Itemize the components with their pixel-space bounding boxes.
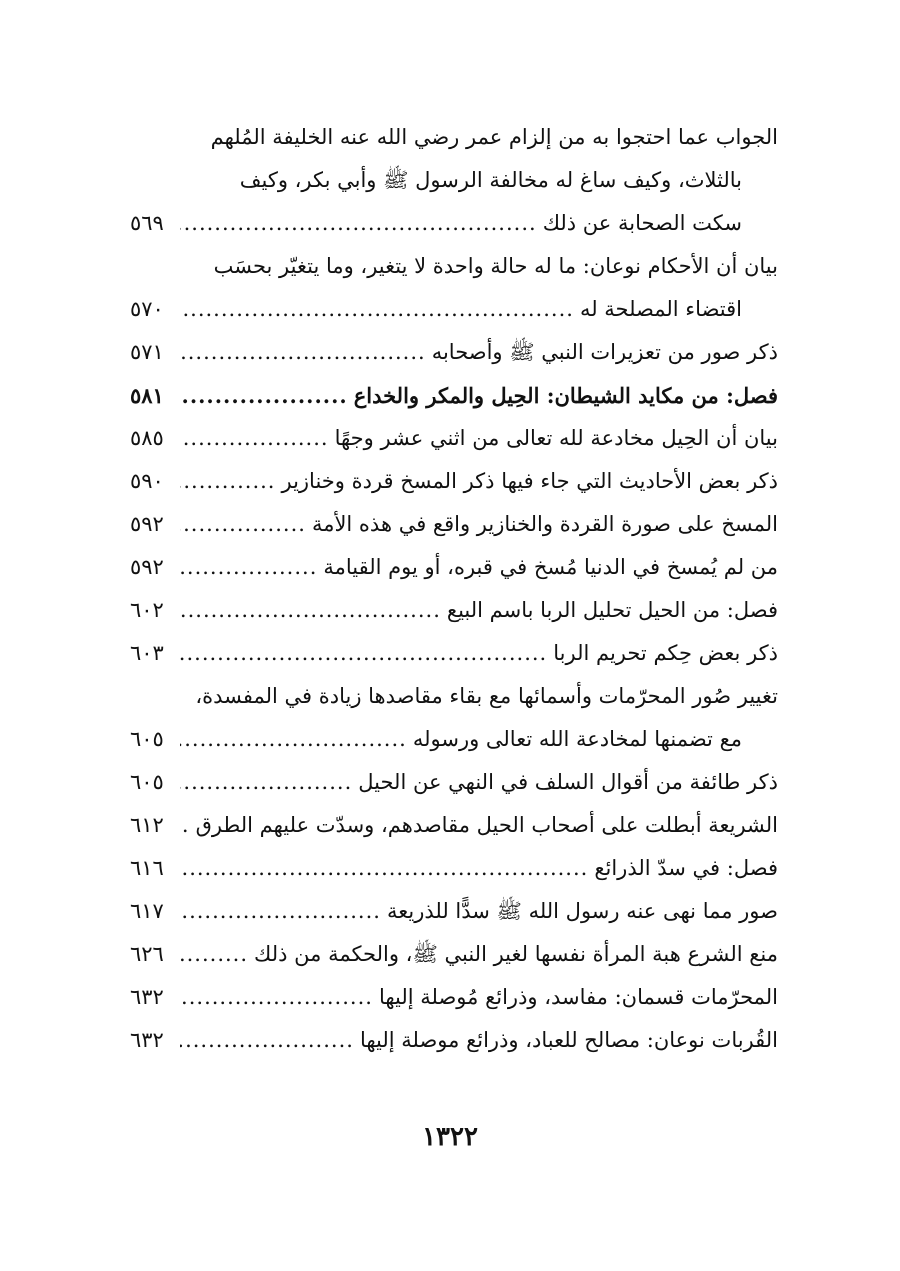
dot-leader — [180, 847, 588, 890]
toc-entry-line — [130, 417, 778, 460]
toc-entry — [130, 503, 778, 546]
toc-entry — [130, 847, 778, 890]
toc-entry — [130, 460, 778, 503]
toc-entry-text: ذكر طائفة من أقوال السلف في النهي عن الحيل — [358, 770, 778, 794]
toc-entry — [130, 804, 778, 847]
toc-page-number: ٥٧١ — [130, 340, 164, 364]
dot-leader — [180, 460, 275, 503]
dot-leader — [180, 546, 317, 589]
toc-page-number: ٥٧٠ — [130, 297, 164, 321]
toc-entry — [130, 331, 778, 374]
toc-entry-text: تغيير صُور المحرّمات وأسمائها مع بقاء مقاصدها زيادة في المفسدة، — [195, 684, 778, 708]
toc-entry-line — [130, 1019, 778, 1062]
toc-entry-text: المسخ على صورة القردة والخنازير واقع في هذه الأمة — [311, 512, 778, 536]
toc-entry-line — [130, 546, 778, 589]
toc-page-number: ٦٠٣ — [130, 641, 164, 665]
toc-entry-text: ذكر بعض الأحاديث التي جاء فيها ذكر المسخ قردة وخنازير — [281, 469, 778, 493]
toc-page-number: ٥٨١ — [130, 383, 164, 408]
toc-entry-text: بيان أن الحِيل مخادعة لله تعالى من اثني عشر وجهًا — [334, 426, 778, 450]
dot-leader — [180, 417, 329, 460]
toc-entry — [130, 245, 778, 331]
toc-entry-line — [130, 933, 778, 976]
toc-entry-line — [130, 503, 778, 546]
toc-entry-line — [130, 159, 778, 202]
toc-page-number: ٦٣٢ — [130, 985, 164, 1009]
dot-leader — [180, 632, 547, 675]
dot-leader — [180, 761, 352, 804]
toc-page-number: ٦١٦ — [130, 856, 164, 880]
toc-entry-text: سكت الصحابة عن ذلك — [542, 211, 742, 235]
toc-entry — [130, 116, 778, 245]
toc-page-number: ٦٣٢ — [130, 1028, 164, 1052]
toc-entry-text: فصل: من الحيل تحليل الربا باسم البيع — [446, 598, 778, 622]
dot-leader — [180, 589, 441, 632]
table-of-contents — [130, 116, 778, 1062]
toc-entry-line — [130, 890, 778, 933]
toc-entry-line — [130, 331, 778, 374]
toc-entry-line — [130, 632, 778, 675]
toc-page-number: ٥٦٩ — [130, 211, 164, 235]
toc-entry-line — [130, 245, 778, 288]
toc-entry — [130, 589, 778, 632]
toc-entry-text: من لم يُمسخ في الدنيا مُسخ في قبره، أو يوم القيامة — [323, 555, 778, 579]
toc-entry-text: ذكر بعض حِكم تحريم الربا — [553, 641, 778, 665]
toc-entry-text: المحرّمات قسمان: مفاسد، وذرائع مُوصلة إليها — [378, 985, 778, 1009]
toc-entry-text: بيان أن الأحكام نوعان: ما له حالة واحدة لا يتغير، وما يتغيّر بحسَب — [213, 254, 778, 278]
toc-entry — [130, 890, 778, 933]
dot-leader — [180, 1019, 354, 1062]
dot-leader — [180, 288, 574, 331]
toc-entry — [130, 546, 778, 589]
toc-entry-line — [130, 675, 778, 718]
toc-page-number: ٦٠٥ — [130, 727, 164, 751]
toc-entry-line — [130, 288, 778, 331]
toc-page-number: ٥٩٢ — [130, 512, 164, 536]
toc-page-number: ٦١٢ — [130, 813, 164, 837]
dot-leader — [180, 976, 373, 1019]
toc-entry — [130, 1019, 778, 1062]
toc-entry-line — [130, 116, 778, 159]
toc-entry — [130, 761, 778, 804]
toc-entry — [130, 675, 778, 761]
toc-entry-line — [130, 976, 778, 1019]
toc-page-number: ٥٩٢ — [130, 555, 164, 579]
toc-page-number: ٦١٧ — [130, 899, 164, 923]
dot-leader — [180, 804, 190, 847]
dot-leader — [180, 374, 348, 417]
toc-entry-text: بالثلاث، وكيف ساغ له مخالفة الرسول ﷺ وأبي بكر، وكيف — [239, 168, 742, 192]
toc-entry-text: مع تضمنها لمخادعة الله تعالى ورسوله — [412, 727, 742, 751]
toc-entry — [130, 417, 778, 460]
toc-page-number: ٥٨٥ — [130, 426, 164, 450]
toc-entry-text: صور مما نهى عنه رسول الله ﷺ سدًّا للذريعة — [386, 899, 778, 923]
toc-entry-text: الشريعة أبطلت على أصحاب الحيل مقاصدهم، وسدّت عليهم الطرق — [195, 813, 778, 837]
toc-entry-text: اقتضاء المصلحة له — [579, 297, 742, 321]
toc-entry-text: الجواب عما احتجوا به من إلزام عمر رضي الله عنه الخليفة المُلهم — [210, 125, 778, 149]
toc-entry-line — [130, 847, 778, 890]
dot-leader — [180, 890, 381, 933]
toc-entry-line — [130, 718, 778, 761]
toc-entry-line — [130, 460, 778, 503]
toc-page-number: ٦٢٦ — [130, 942, 164, 966]
toc-entry-line — [130, 589, 778, 632]
toc-entry-text: فصل: في سدّ الذرائع — [594, 856, 778, 880]
toc-entry-text: منع الشرع هبة المرأة نفسها لغير النبي ﷺ، والحكمة من ذلك — [254, 942, 778, 966]
toc-page-number: ٦٠٥ — [130, 770, 164, 794]
dot-leader — [180, 933, 248, 976]
toc-entry-line — [130, 202, 778, 245]
toc-entry — [130, 374, 778, 417]
toc-entry-text: ذكر صور من تعزيرات النبي ﷺ وأصحابه — [431, 340, 778, 364]
toc-page-number: ٥٩٠ — [130, 469, 164, 493]
dot-leader — [180, 718, 407, 761]
toc-entry-line — [130, 804, 778, 847]
toc-entry — [130, 976, 778, 1019]
toc-entry-line — [130, 374, 778, 417]
dot-leader — [180, 503, 306, 546]
toc-page-number: ٦٠٢ — [130, 598, 164, 622]
toc-entry — [130, 933, 778, 976]
toc-entry-line — [130, 761, 778, 804]
toc-entry-text: القُربات نوعان: مصالح للعباد، وذرائع موصلة إليها — [359, 1028, 778, 1052]
toc-entry-text: فصل: من مكايد الشيطان: الحِيل والمكر والخداع — [353, 383, 778, 408]
toc-entry — [130, 632, 778, 675]
page-number: ١٣٢٢ — [422, 1122, 478, 1152]
dot-leader — [180, 331, 426, 374]
dot-leader — [180, 202, 537, 245]
